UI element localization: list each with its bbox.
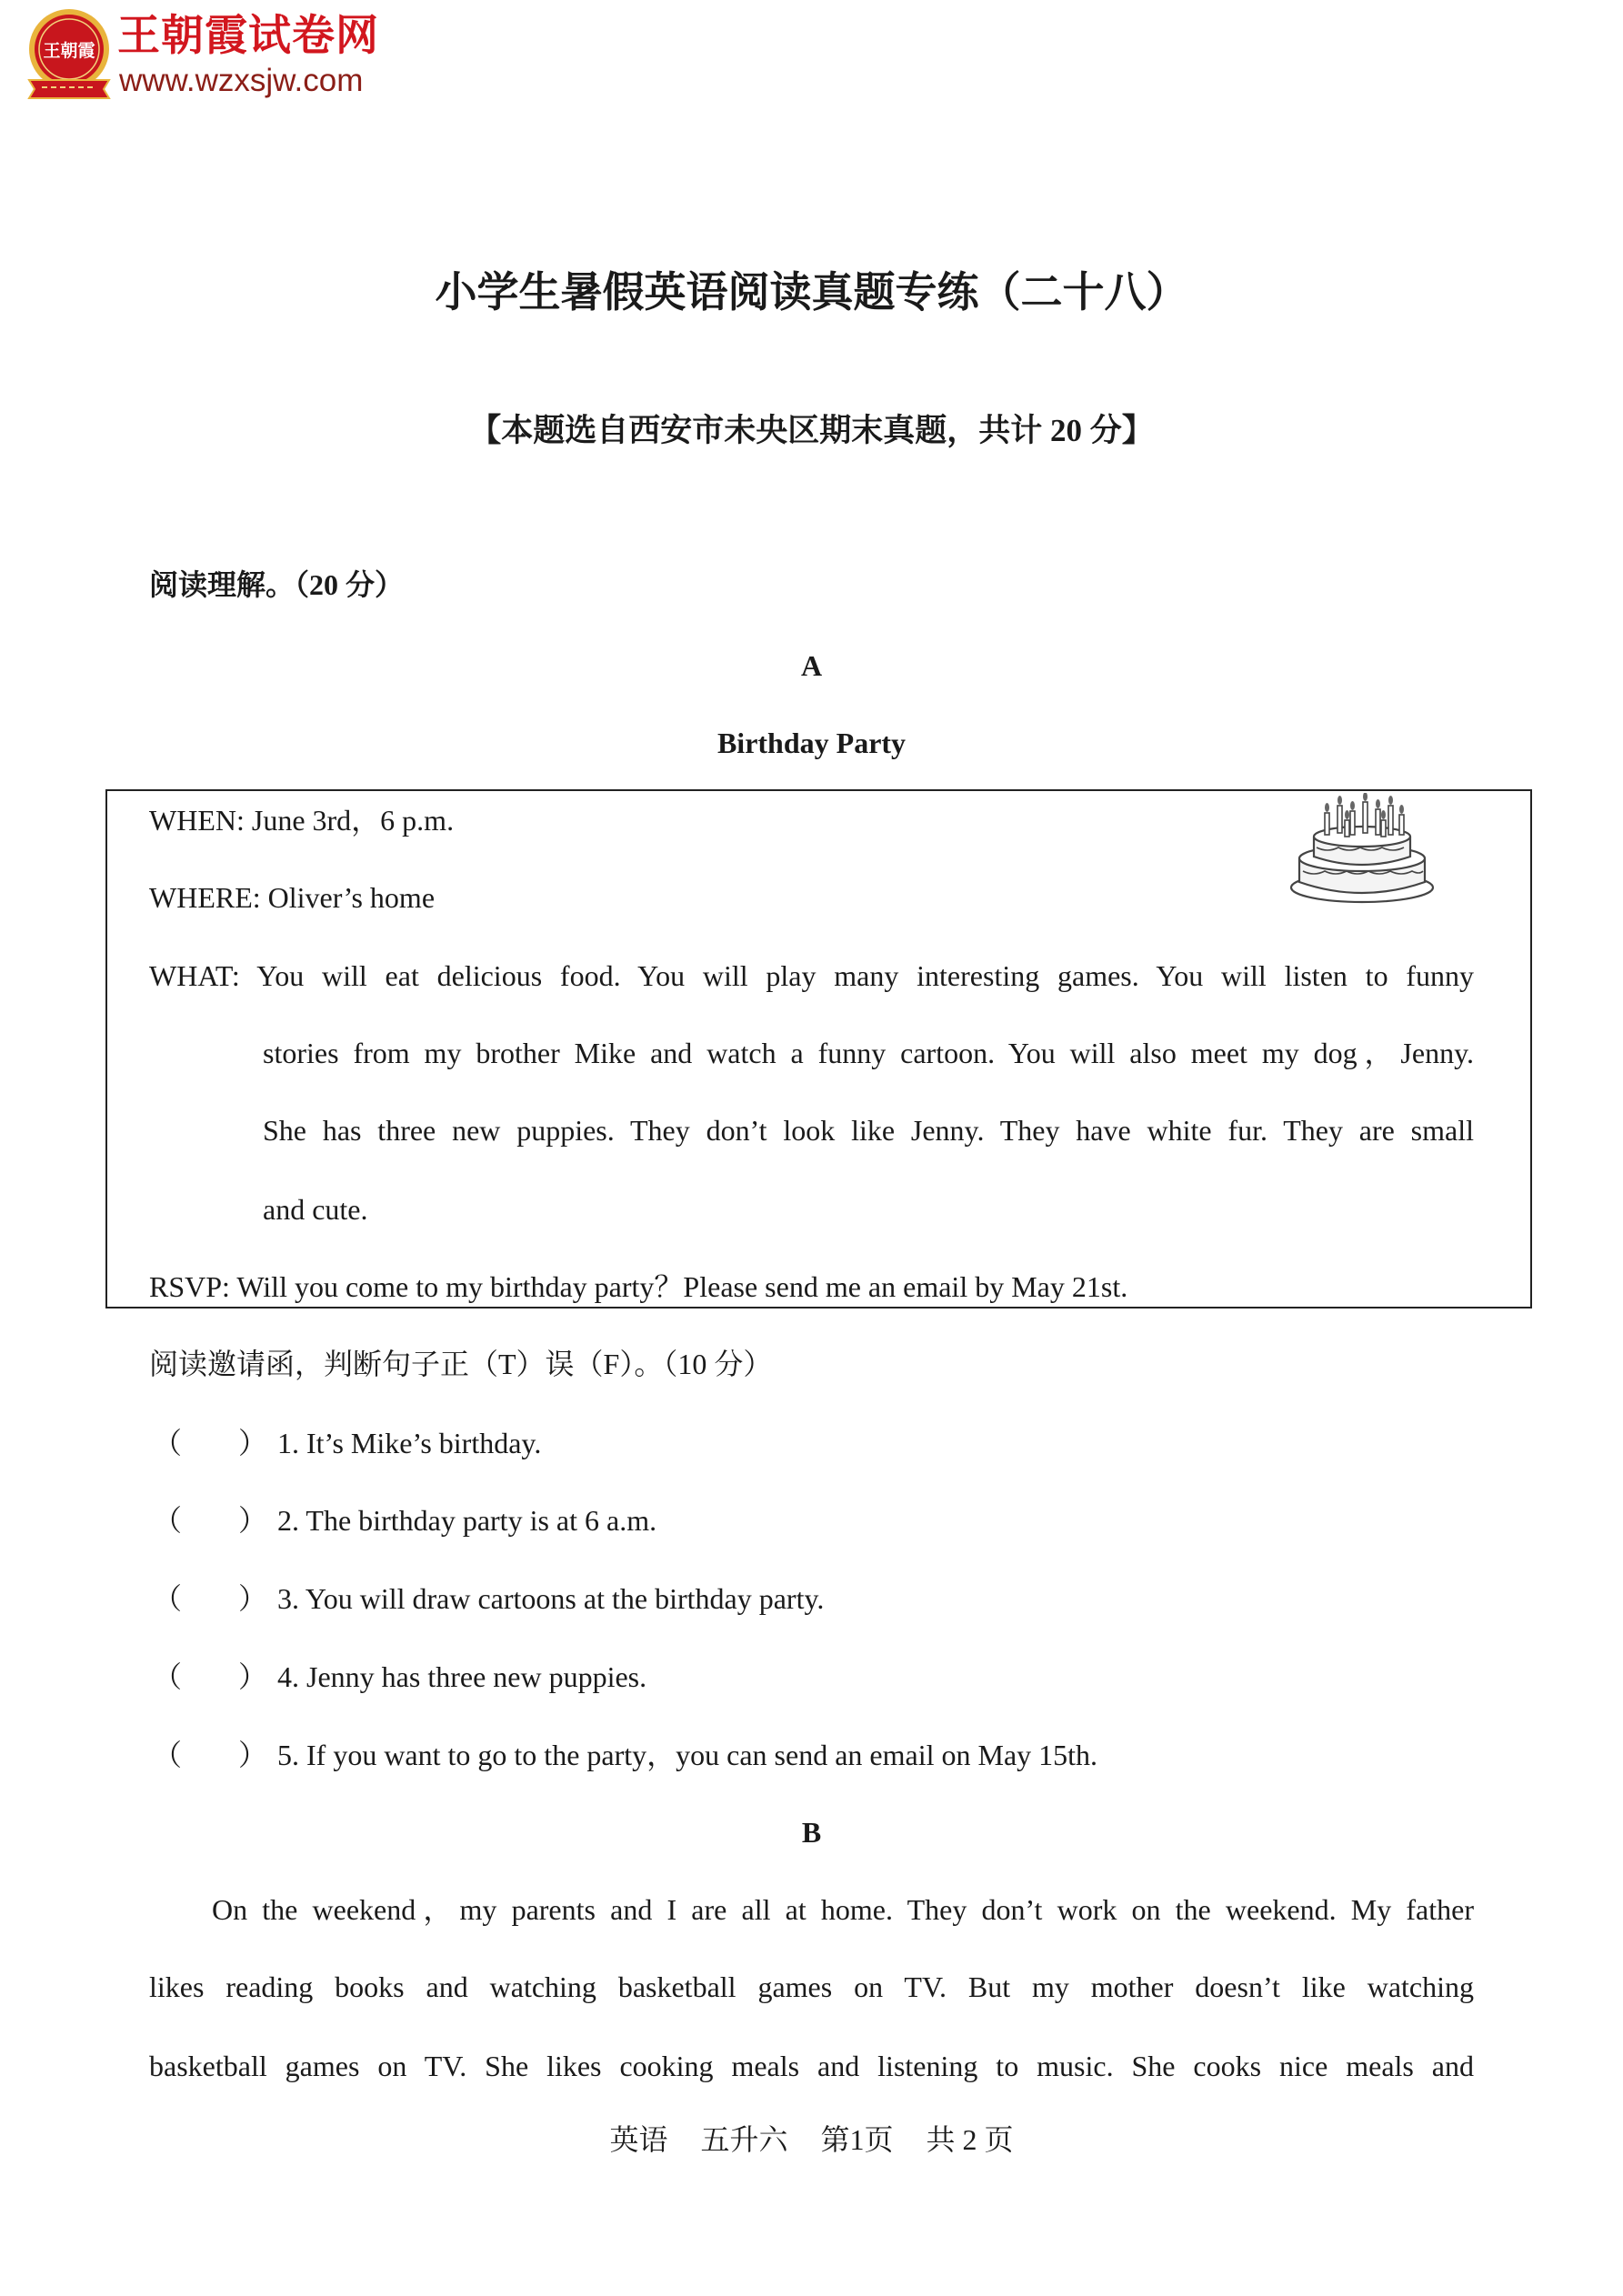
invite-what-line: and cute. <box>263 1193 368 1226</box>
invite-what-line: stories from my brother Mike and watch a funny cartoon. You will also meet my dog，Jenny. <box>263 1037 1474 1069</box>
passage-b-line: On the weekend，my parents and I are all at home. They don’t work on the weekend. My father <box>212 1893 1474 1926</box>
question-item: 3. You will draw cartoons at the birthday party. <box>277 1582 825 1615</box>
passage-b-line: likes reading books and watching basketball games on TV. But my mother doesn’t like watching <box>149 1970 1474 2003</box>
page-footer <box>0 2117 1623 2162</box>
footer-page-number: 第1页 <box>820 2123 894 2156</box>
footer-subject: 英语 <box>609 2123 668 2156</box>
passage-a-title: Birthday Party <box>716 727 907 759</box>
answer-paren-open: （ <box>153 1582 183 1615</box>
answer-paren-open: （ <box>153 1504 183 1537</box>
question-item: 5. If you want to go to the party，you can send an email on May 15th. <box>277 1739 1098 1771</box>
answer-paren-close: ） <box>238 1504 268 1537</box>
question-item: 2. The birthday party is at 6 a.m. <box>277 1504 657 1537</box>
task-a-instruction: 阅读邀请函，判断句子正（T）误（F）。（10 分） <box>149 1348 773 1380</box>
answer-paren-close: ） <box>238 1582 268 1615</box>
answer-paren-open: （ <box>153 1739 183 1771</box>
invite-what-line: WHAT: You will eat delicious food. You will play many interesting games. You will listen to funny <box>149 959 1474 992</box>
answer-paren-close: ） <box>238 1739 268 1771</box>
passage-a-label: A <box>800 649 823 682</box>
section-heading: 阅读理解。（20 分） <box>149 568 405 601</box>
question-item: 4. Jenny has three new puppies. <box>277 1660 647 1693</box>
passage-b-line: basketball games on TV. She likes cooking meals and listening to music. She cooks nice meals and <box>149 2050 1474 2082</box>
passage-b-label: B <box>801 1816 822 1849</box>
page-title: 小学生暑假英语阅读真题专练（二十八） <box>435 269 1188 316</box>
footer-total-pages: 共 2 页 <box>926 2123 1014 2156</box>
brand-url: www.wzxsjw.com <box>119 63 364 98</box>
birthday-cake-icon <box>1287 793 1438 907</box>
logo-emblem-text: 王朝霞 <box>43 41 95 61</box>
invite-rsvp: RSVP: Will you come to my birthday party？Please send me an email by May 21st. <box>149 1270 1128 1303</box>
answer-paren-close: ） <box>238 1660 268 1693</box>
page-subtitle: 【本题选自西安市未央区期末真题，共计 20 分】 <box>469 413 1154 448</box>
footer-grade: 五升六 <box>700 2123 788 2156</box>
question-item: 1. It’s Mike’s birthday. <box>277 1427 542 1459</box>
invite-when: WHEN: June 3rd，6 p.m. <box>149 804 455 837</box>
brand-logo-emblem <box>24 7 115 102</box>
answer-paren-close: ） <box>238 1427 268 1459</box>
answer-paren-open: （ <box>153 1427 183 1459</box>
brand-name: 王朝霞试卷网 <box>117 11 379 61</box>
invite-what-line: She has three new puppies. They don’t look like Jenny. They have white fur. They are small <box>263 1114 1474 1147</box>
answer-paren-open: （ <box>153 1660 183 1693</box>
invite-where: WHERE: Oliver’s home <box>149 881 436 914</box>
